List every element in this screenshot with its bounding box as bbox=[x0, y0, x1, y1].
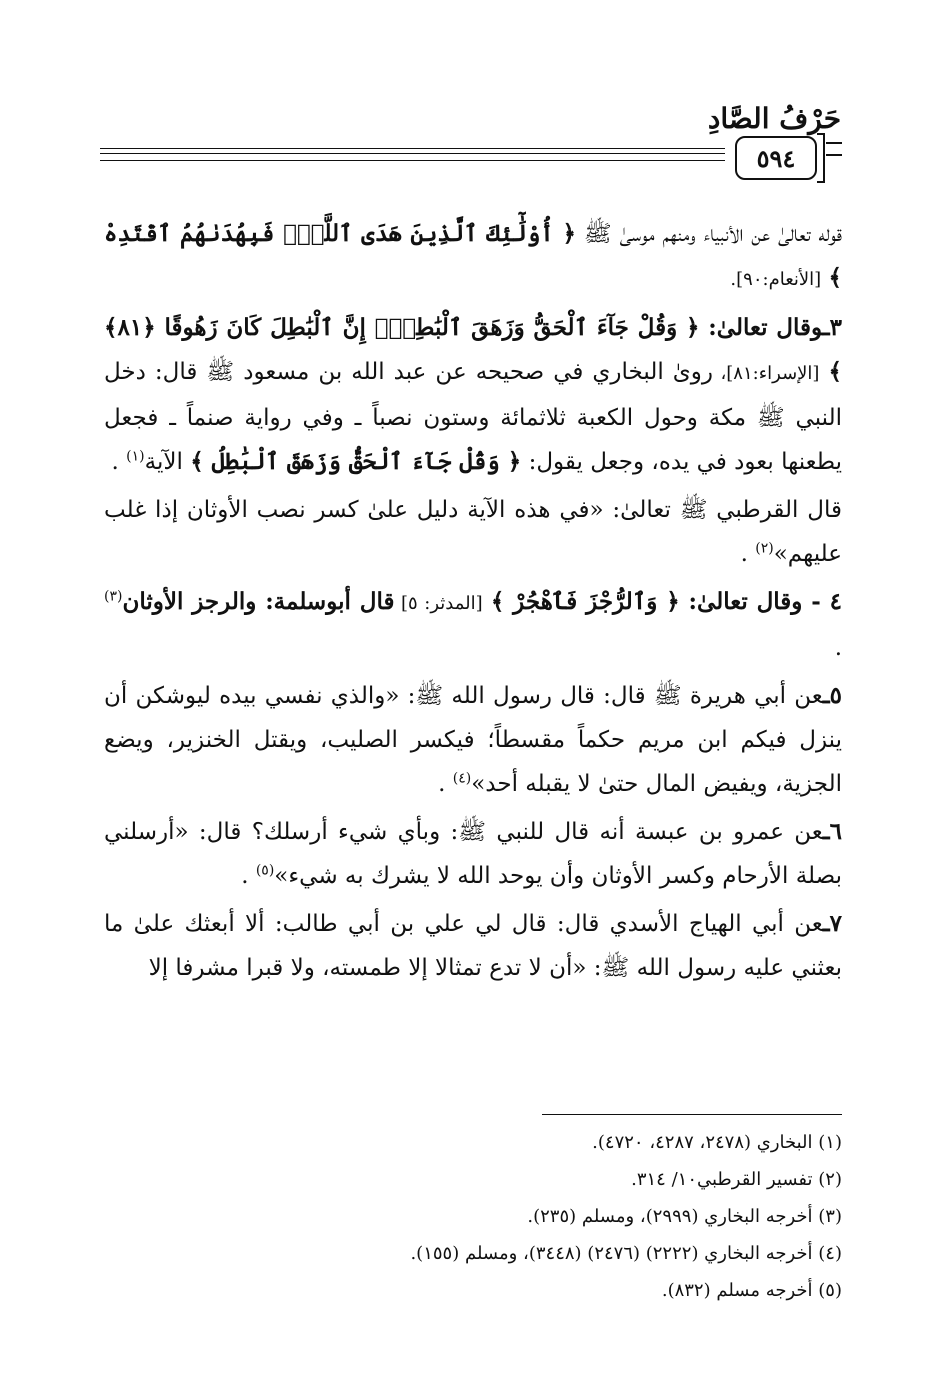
item-number: ٧ـ bbox=[822, 910, 842, 937]
main-text bbox=[104, 212, 842, 994]
paragraph-3: ٣ـوقال تعالىٰ: ﴿ وَقُلْ جَآءَ ٱلْحَقُّ وَزَهَقَ ٱلْبَٰطِلُۚ إِنَّ ٱلْبَٰطِلَ كَانَ زَهُوقًا ﴿٨١﴾ ﴾ [الإسراء:٨١]، روىٰ البخاري في صحيحه عن عبد الله بن مسعود ﷺ قال: دخل النبي ﷺ مكة وحول الكعبة ثلاثمائة وستون نصباً ـ وفي رواية صنماً ـ فجعل يطعنها بعود في يده، وجعل يقول: ﴿ وَقُلْ جَآءَ ٱلْحَقُّ وَزَهَقَ ٱلْبَٰطِلُ ﴾ الآية$^{(١)}$ . bbox=[104, 314, 842, 475]
quran-verse: ﴿ وَقُلْ جَآءَ ٱلْحَقُّ وَزَهَقَ ٱلْبَٰطِلُ ﴾ bbox=[190, 448, 522, 475]
paragraph-5: ٥ـعن أبي هريرة ﷺ قال: قال رسول الله ﷺ: «والذي نفسي بيده ليوشكن أن ينزل فيكم ابن مريم حكماً مقسطاً؛ فيكسر الصليب، ويقتل الخنزير، ويضع الجزية، ويفيض المال حتىٰ لا يقبله أحد»$^{(٤)}$ . bbox=[104, 682, 842, 797]
footnote-marker: (٣) bbox=[104, 588, 123, 605]
paragraph-7: ٧ـعن أبي الهياج الأسدي قال: قال لي علي بن أبي طالب: ألا أبعثك علىٰ ما بعثني عليه رسول الله ﷺ: «أن لا تدع تمثالا إلا طمسته، ولا قبرا مشرفا إلا bbox=[104, 910, 842, 981]
quran-verse: ﴿ وَٱلرُّجْزَ فَٱهْجُرْ ﴾ bbox=[490, 588, 680, 615]
item-number: ٤ - bbox=[802, 588, 843, 615]
paragraph-6: ٦ـعن عمرو بن عبسة أنه قال للنبي ﷺ: وبأي شيء أرسلك؟ قال: «أرسلني بصلة الأرحام وكسر الأوثان وأن يوحد الله لا يشرك به شيء»$^{(٥)}$ . bbox=[104, 818, 842, 889]
header-rule bbox=[100, 148, 725, 149]
footnote-marker: (٢) bbox=[755, 540, 774, 557]
footnote-4: (٤) أخرجه البخاري (٢٢٢٢) (٢٤٧٦) (٣٤٤٨)، ومسلم (١٥٥). bbox=[410, 1243, 842, 1264]
footnote-5: (٥) أخرجه مسلم (٨٣٢). bbox=[661, 1280, 842, 1301]
footnote-3: (٣) أخرجه البخاري (٢٩٩٩)، ومسلم (٢٣٥). bbox=[527, 1206, 842, 1227]
header-rule bbox=[100, 153, 725, 154]
item-number: ٥ـ bbox=[822, 682, 842, 709]
paragraph-1: قوله تعالىٰ عن الأنبياء ومنهم موسىٰ ﷺ ﴿ أُوْلَٰٓئِكَ ٱلَّذِينَ هَدَى ٱللَّهُۖ فَبِهُدَىٰهُمُ ٱقْتَدِهْ ﴾ [الأنعام:٩٠]. bbox=[104, 220, 842, 291]
footnote-rule bbox=[542, 1114, 842, 1115]
header-rule bbox=[100, 160, 725, 161]
footnote-marker: (٤) bbox=[452, 770, 472, 787]
footnotes bbox=[300, 1124, 842, 1309]
paragraph-quote: قال القرطبي ﷺ تعالىٰ: «في هذه الآية دليل علىٰ كسر نصب الأوثان إذا غلب عليهم»$^{(٢)}$ . bbox=[104, 497, 842, 567]
item-number: ٣ـ bbox=[822, 314, 842, 341]
paragraph-4: ٤ - وقال تعالىٰ: ﴿ وَٱلرُّجْزَ فَٱهْجُرْ ﴾ [المدثر: ٥] قال أبوسلمة: والرجز الأوثان$^{(٣)}$ . bbox=[104, 588, 843, 661]
verse-reference: [الإسراء:٨١]، bbox=[713, 363, 820, 384]
item-number: ٦ـ bbox=[822, 818, 842, 845]
chapter-title: حَرْفُ الصَّادِ bbox=[707, 102, 841, 135]
verse-reference: [الأنعام:٩٠]. bbox=[730, 269, 822, 290]
quran-verse: ﴿ أُوْلَٰٓئِكَ ٱلَّذِينَ هَدَى ٱللَّهُۖ فَبِهُدَىٰهُمُ ٱقْتَدِهْ ﴾ bbox=[104, 220, 842, 291]
page-number: ٥٩٤ bbox=[735, 136, 817, 180]
header-ornament bbox=[826, 142, 842, 156]
quran-verse: ﴿ وَقُلْ جَآءَ ٱلْحَقُّ وَزَهَقَ ٱلْبَٰطِلُۚ إِنَّ ٱلْبَٰطِلَ كَانَ زَهُوقًا ﴿٨١﴾ ﴾ bbox=[104, 314, 842, 385]
footnote-2: (٢) تفسير القرطبي١٠/ ٣١٤. bbox=[631, 1169, 842, 1190]
footnote-marker: (١) bbox=[126, 448, 145, 465]
page-number-bracket bbox=[817, 133, 825, 183]
footnote-1: (١) البخاري (٢٤٧٨، ٤٢٨٧، ٤٧٢٠). bbox=[592, 1132, 842, 1153]
footnote-marker: (٥) bbox=[255, 862, 275, 879]
verse-reference: [المدثر: ٥] bbox=[394, 593, 483, 614]
